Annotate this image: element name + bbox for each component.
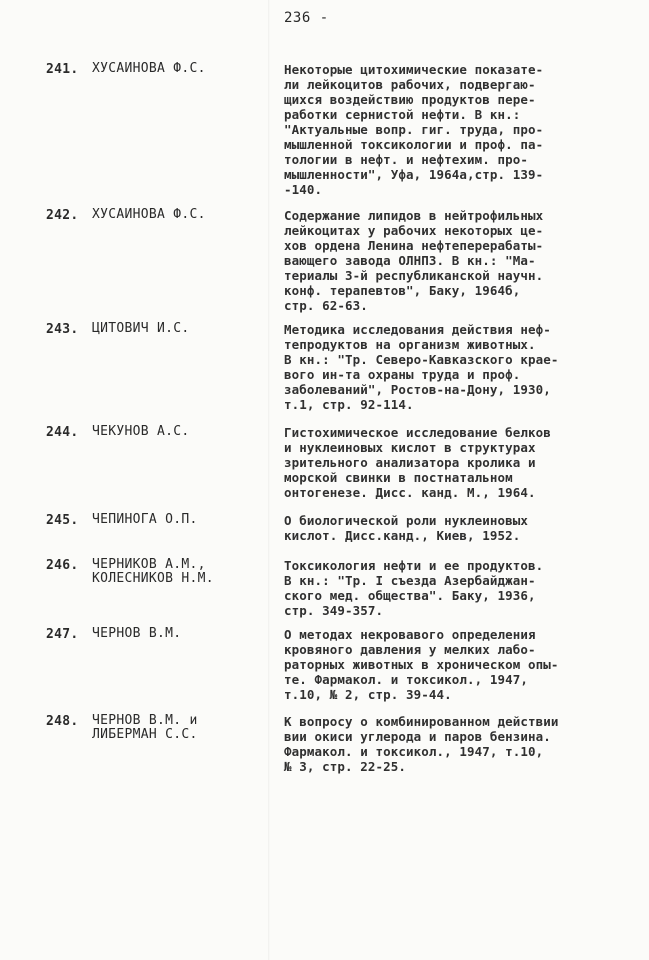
entry-number: 244.: [46, 425, 79, 440]
entry-number: 242.: [46, 208, 79, 223]
entry-description: Некоторые цитохимические показате- ли лейкоцитов рабочих, подвергаю- щихся воздействию продуктов пере- работки сернистой нефти. В кн.: "Актуальные вопр. гиг. труда, про- мышленной токсикологии и проф. па- тологии в нефт. и нефтехим. про- мышленности", Уфа, 1964а,стр. 139- -140.: [284, 62, 544, 197]
entry-description: Токсикология нефти и ее продуктов. В кн.: "Тр. I съезда Азербайджан- ского мед. общества". Баку, 1936, стр. 349-357.: [284, 558, 544, 618]
entry-number: 241.: [46, 62, 79, 77]
entry-description: О методах некровавого определения кровяного давления у мелких лабо- раторных животных в хроническом опы- те. Фармакол. и токсикол., 1947, т.10, № 2, стр. 39-44.: [284, 627, 559, 702]
entry-number: 248.: [46, 714, 79, 729]
entry-description: Содержание липидов в нейтрофильных лейкоцитах у рабочих некоторых це- хов ордена Ленина нефтеперерабаты- вающего завода ОЛНПЗ. В кн.: "Ма- териалы 3-й республиканской научн. конф. терапевтов", Баку, 1964б, стр. 62-63.: [284, 208, 544, 313]
entry-number: 245.: [46, 513, 79, 528]
entry-author: ЧЕРНОВ В.М. и ЛИБЕРМАН С.С.: [92, 713, 198, 742]
entry-number: 247.: [46, 627, 79, 642]
page-fold-shadow: [268, 0, 270, 960]
entry-author: ЦИТОВИЧ И.С.: [92, 321, 190, 336]
entry-description: К вопросу о комбинированном действии вии окиси углерода и паров бензина. Фармакол. и токсикол., 1947, т.10, № 3, стр. 22-25.: [284, 714, 559, 774]
entry-description: Гистохимическое исследование белков и нуклеиновых кислот в структурах зрительного анализатора кролика и морской свинки в постнатальном онтогенезе. Дисс. канд. М., 1964.: [284, 425, 551, 500]
entry-description: Методика исследования действия неф- тепродуктов на организм животных. В кн.: "Тр. Северо-Кавказского крае- вого ин-та охраны труда и проф. заболеваний", Ростов-на-Дону, 1930, т.1, стр. 92-114.: [284, 322, 559, 412]
entry-author: ЧЕКУНОВ А.С.: [92, 424, 190, 439]
entry-number: 246.: [46, 558, 79, 573]
entry-number: 243.: [46, 322, 79, 337]
entry-author: ЧЕРНИКОВ А.М., КОЛЕСНИКОВ Н.М.: [92, 557, 214, 586]
entry-description: О биологической роли нуклеиновых кислот. Дисс.канд., Киев, 1952.: [284, 513, 529, 543]
page-number: 236 -: [284, 10, 329, 26]
entry-author: ЧЕРНОВ В.М.: [92, 626, 182, 641]
entry-author: ХУСАИНОВА Ф.С.: [92, 61, 206, 76]
entry-author: ЧЕПИНОГА О.П.: [92, 512, 198, 527]
entry-author: ХУСАИНОВА Ф.С.: [92, 207, 206, 222]
